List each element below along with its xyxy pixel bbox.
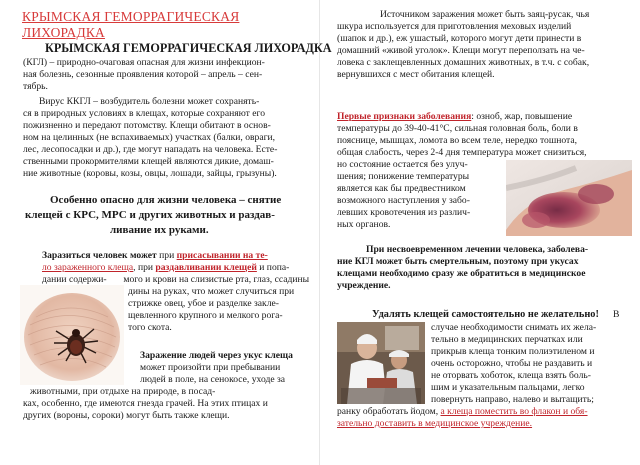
doctors-icon: [337, 322, 425, 404]
bite-line-4: животными, при отдыхе на природе, в посад-: [30, 386, 216, 397]
column-divider: [319, 0, 320, 465]
virus-line-4: ном на целинных (не вспахиваемых) участках (балки, овраги,: [23, 132, 276, 143]
danger-line-2: клещей с КРС, МРС и других животных и раздав-: [25, 209, 275, 221]
source-line-5: ловека с заклещевленных домашних животных, в т.ч. с собак,: [337, 57, 590, 68]
remove-line-9: ранку обработать йодом, а клеща поместить во флакон и обя-: [337, 406, 588, 417]
symptoms-line-3: пояснице, мышцах, ломота во всем теле, нередко тошнота,: [337, 135, 577, 146]
tick-on-finger-photo: [20, 285, 124, 385]
virus-line-3: пожизненно и передают потомству. Клещи обитают в основ-: [23, 120, 271, 131]
bite-line-5: ках, особенно, где имеются гнезда грачей. На этих птицах и: [23, 398, 268, 409]
arm-icon: [506, 160, 632, 236]
virus-line-1: Вирус ККГЛ – возбудитель болезни может сохранять-: [39, 96, 260, 107]
tick-icon: [20, 285, 124, 385]
remove-line-4: прикрыв клеща тонким полиэтиленом и: [431, 346, 595, 357]
infect-line-7: того скота.: [128, 322, 172, 333]
virus-line-7: ние животные (коровы, козы, овцы, лошади, зайцы, грызуны).: [23, 168, 277, 179]
symptoms-line-1: [337, 111, 572, 123]
symptoms-line-8: возможного наступления у забо-: [337, 195, 470, 206]
bite-line-1: Заражение людей через укус клеща: [140, 350, 293, 361]
symptoms-line-7: является как бы предвестником: [337, 183, 466, 194]
remove-line-6: не оторвать хоботок, клеща взять боль-: [431, 370, 591, 381]
symptoms-label: Первые признаки заболевания: [337, 111, 472, 122]
infect-line-6: щевленного крупного и мелкого рога-: [128, 310, 283, 321]
source-line-1: Источником заражения может быть заяц-русак, чья: [380, 9, 590, 20]
bruised-arm-photo: [506, 160, 632, 236]
late-line-1: При несвоевременном лечении человека, заболева-: [366, 244, 589, 255]
symptoms-line-2: температуры до 39-40-41°С, сильная головная боль, боли в: [337, 123, 578, 134]
remove-line-1: В: [613, 309, 620, 320]
source-line-6: вернувшихся с мест обитания клещей.: [337, 69, 495, 80]
infect-line-1: Заразиться человек может при присасывании на те-: [42, 250, 268, 261]
symptoms-line-4: общая слабость, через 2-4 дня температура может снизиться,: [337, 147, 587, 158]
source-line-3: (шапок и др.), еж ушастый, которого могут дети принести в: [337, 33, 582, 44]
intro-line-2: ная болезнь, сезонные проявления которой – апрель – сен-: [23, 69, 263, 80]
infect-line-2: ло зараженного клеща, при раздавливании клещей и попа-: [42, 262, 290, 273]
main-heading: КРЫМСКАЯ ГЕМОРРАГИЧЕСКАЯ ЛИХОРАДКА: [45, 41, 332, 55]
virus-line-6: ственными прокормителями клещей являются дикие, домаш-: [23, 156, 274, 167]
symptoms-line-6: шения; понижение температуры: [337, 171, 470, 182]
source-line-4: домашний «живой уголок». Клещи могут переползать на че-: [337, 45, 585, 56]
virus-line-5: лес, лесопосадки и др.), где могут нападать на человека. Есте-: [23, 144, 278, 155]
late-line-2: ние КГЛ может быть смертельным, поэтому при укусах: [337, 256, 579, 267]
remove-line-7: шим и указательным пальцами, легко: [431, 382, 585, 393]
sheet-title: КРЫМСКАЯ ГЕМОРРАГИЧЕСКАЯ ЛИХОРАДКА: [22, 9, 240, 40]
remove-line-2: случае необходимости снимать их жела-: [431, 322, 597, 333]
late-line-4: учреждение.: [337, 280, 391, 291]
symptoms-line-9: левших кровотечения из различ-: [337, 207, 471, 218]
infect-line-3: дании содержи- мого и крови на слизистые рта, глаз, ссадины: [42, 274, 310, 285]
remove-line-8: повернуть направо, налево и вытащить;: [431, 394, 594, 405]
remove-heading: Удалять клещей самостоятельно не желательно!: [372, 309, 599, 320]
infect-line-5: стрижке овец, убое и разделке заклe-: [128, 298, 279, 309]
remove-line-10: зательно доставить в медицинское учреждение.: [337, 418, 533, 429]
infect-line-4: дины на руках, что может случиться при: [128, 286, 295, 297]
danger-line-3: ливание их руками.: [110, 224, 209, 236]
late-line-3: клещами необходимо сразу же обратиться в медицинское: [337, 268, 586, 279]
virus-line-2: ся в природных условиях в клещах, которые сохраняют его: [23, 108, 266, 119]
symptoms-line-10: ных органов.: [337, 219, 391, 230]
symptoms-tail: : озноб, жар, повышение: [471, 111, 573, 122]
bite-line-3: людей в поле, на сенокосе, уходе за: [140, 374, 286, 385]
intro-line-3: тябрь.: [23, 81, 48, 92]
medical-staff-photo: [337, 322, 425, 404]
bite-line-6: других (вороны, сороки) могут быть также клещи.: [23, 410, 230, 421]
symptoms-line-5: но состояние остается без улуч-: [337, 159, 468, 170]
source-line-2: шкура используется для приготовления меховых изделий: [337, 21, 572, 32]
remove-line-3: тельно в медицинских перчатках или: [431, 334, 583, 345]
intro-line-1: (КГЛ) – природно-очаговая опасная для жизни инфекцион-: [23, 57, 265, 68]
bite-line-2: может произойти при пребывании: [140, 362, 281, 373]
remove-line-5: очень осторожно, чтобы не раздавить и: [431, 358, 593, 369]
danger-line-1: Особенно опасно для жизни человека – снятие: [50, 194, 282, 206]
